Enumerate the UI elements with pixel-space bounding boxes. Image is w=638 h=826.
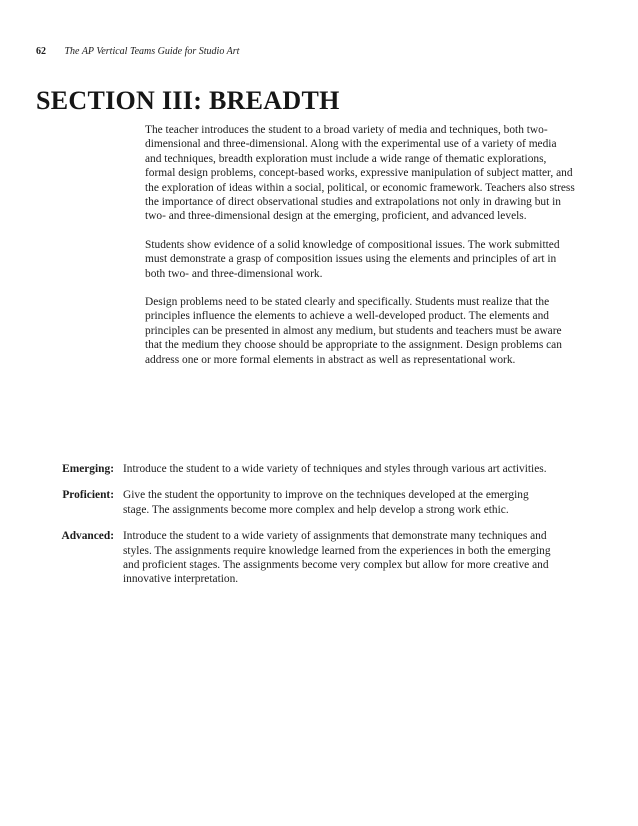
paragraph: Design problems need to be stated clearly and specifically. Students must realize that the principles influence the elements to achieve a well-developed product. The elements and principles can be presented in almost any medium, but students and teachers must be aware that the medium they choose should be appropriate to the assignment. Design problems can address one or more formal elements in abstract as well as representational work.: [145, 296, 562, 366]
level-description: Give the student the opportunity to improve on the techniques developed at the emerging stage. The assignments become more complex and help develop a strong work ethic.: [123, 489, 529, 516]
level-description: Introduce the student to a wide variety of assignments that demonstrate many techniques and styles. The assignments require knowledge learned from the experiences in both the emerging and proficient stages. The assignments become very complex but allow for more creative and innovative interpretation.: [123, 530, 551, 586]
level-proficient: [36, 488, 586, 517]
paragraph: The teacher introduces the student to a broad variety of media and techniques, both two-dimensional and three-dimensional. Along with the experimental use of a variety of media and techniques, breadth exploration must include a wide range of thematic explorations, formal design problems, concept-based works, expressive manipulation of subject matter, and the exploration of ideas within a social, political, or economic framework. Teachers also stress the importance of direct observational studies and extrapolations not only in drawing but in two- and three-dimensional design at the emerging, proficient, and advanced levels.: [145, 124, 575, 223]
level-term: Emerging:: [62, 463, 114, 475]
level-term: Proficient:: [62, 489, 114, 502]
level-term: Advanced:: [61, 530, 114, 543]
paragraph: Students show evidence of a solid knowledge of compositional issues. The work submitted must demonstrate a grasp of composition issues using the elements and principles of art in both two- and three-dimensional work.: [145, 238, 560, 280]
section-title: SECTION III: BREADTH: [36, 86, 340, 115]
page-number: 62: [36, 46, 46, 57]
level-definitions: [36, 462, 586, 599]
running-header: [36, 46, 239, 58]
intro-text: [145, 123, 575, 381]
level-emerging: [36, 462, 586, 476]
level-description: Introduce the student to a wide variety of techniques and styles through various art activities.: [123, 463, 547, 475]
level-advanced: [36, 529, 586, 587]
book-title: The AP Vertical Teams Guide for Studio Art: [64, 46, 240, 57]
